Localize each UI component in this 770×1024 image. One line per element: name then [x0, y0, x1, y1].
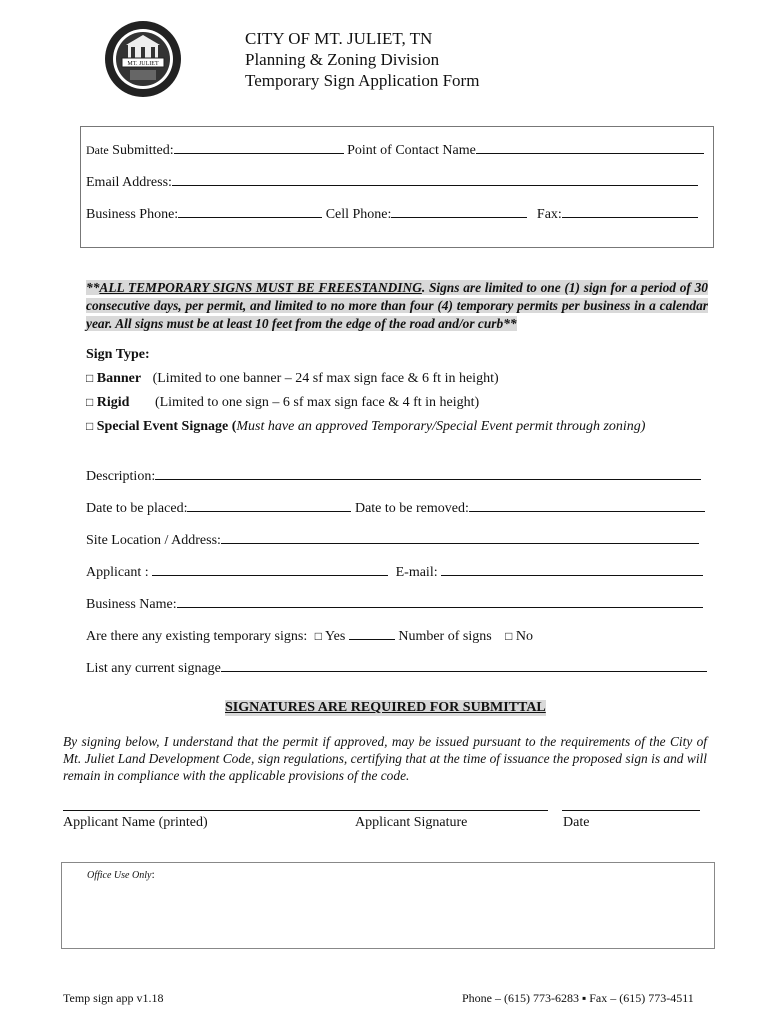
rigid-label: Rigid [96, 395, 130, 410]
applicant-row [86, 564, 703, 581]
signature-statement: By signing below, I understand that the permit if approved, may be issued pursuant to the requirements of the City of Mt. Juliet Land Development Code, sign regulations, certifying that at the time of issuance the proposed sign is and will remain in compliance with the applicable provisions of the code. [63, 734, 707, 783]
poc-field[interactable] [476, 142, 704, 154]
dates-row [86, 500, 705, 517]
business-name-row [86, 596, 703, 613]
fax-field[interactable] [562, 206, 698, 218]
sign-type-heading: Sign Type: [86, 347, 150, 362]
site-location-label: Site Location / Address: [86, 533, 221, 548]
date-signature-line[interactable] [562, 810, 700, 811]
office-use-label: Office Use Only [87, 870, 152, 881]
date-placed-label: Date to be placed: [86, 501, 188, 516]
applicant-email-label: E-mail: [395, 565, 442, 580]
freestanding-notice [86, 279, 708, 333]
business-phone-label: Business Phone: [86, 207, 179, 222]
date-placed-field[interactable] [187, 500, 351, 512]
phone-row [86, 206, 698, 223]
applicant-signature-line[interactable] [63, 810, 548, 811]
applicant-email-field[interactable] [441, 564, 703, 576]
cell-phone-field[interactable] [391, 206, 527, 218]
city-seal-logo [104, 20, 182, 98]
sign-type-special-event[interactable] [86, 419, 645, 435]
signatures-heading: SIGNATURES ARE REQUIRED FOR SUBMITTAL [225, 700, 546, 715]
applicant-field[interactable] [152, 564, 388, 576]
special-event-label: Special Event Signage [96, 419, 229, 434]
office-use-label-row [87, 867, 155, 883]
current-signage-field[interactable] [221, 660, 707, 672]
division-name: Planning & Zoning Division [245, 50, 440, 69]
current-signage-label: List any current signage [86, 661, 221, 676]
site-location-row [86, 532, 699, 549]
rigid-note: (Limited to one sign – 6 sf max sign face & 4 ft in height) [154, 395, 480, 410]
yes-label: Yes [324, 629, 346, 644]
date-submitted-row [86, 142, 704, 159]
date-submitted-prefix: Date [86, 143, 109, 157]
email-field[interactable] [172, 174, 698, 186]
business-name-label: Business Name: [86, 597, 177, 612]
checkbox-yes[interactable]: □ [314, 629, 322, 643]
form-header [245, 28, 479, 91]
notice-underlined: ALL TEMPORARY SIGNS MUST BE FREESTANDING [99, 280, 422, 295]
number-of-signs-label: Number of signs [398, 629, 492, 644]
number-of-signs-field[interactable] [349, 628, 395, 640]
cell-phone-label: Cell Phone: [325, 207, 392, 222]
date-removed-field[interactable] [469, 500, 705, 512]
description-field[interactable] [155, 468, 701, 480]
notice-prefix: ** [86, 280, 100, 295]
description-label: Description: [86, 469, 156, 484]
banner-label: Banner [96, 371, 142, 386]
footer-contact: Phone – (615) 773-6283 ▪ Fax – (615) 773-4511 [462, 991, 694, 1005]
sign-type-rigid[interactable] [86, 395, 479, 411]
fax-label: Fax: [536, 207, 562, 222]
notice-body: . Signs are limited to one (1) sign for a period of 30 consecutive days, per permit, and limited to no more than four (4) temporary permits per business in a calendar year. All signs must be at least 10 feet from the edge of the road and/or curb** [86, 280, 708, 331]
checkbox-special-event[interactable]: □ [86, 419, 94, 433]
special-event-paren: ( [231, 419, 237, 434]
existing-signs-row [86, 628, 533, 645]
checkbox-banner[interactable]: □ [86, 371, 94, 385]
date-removed-label: Date to be removed: [354, 501, 469, 516]
sign-type-banner[interactable] [86, 371, 499, 387]
form-version: Temp sign app v1.18 [63, 991, 164, 1005]
checkbox-rigid[interactable]: □ [86, 395, 94, 409]
date-label: Date [563, 815, 590, 830]
svg-text:MT. JULIET: MT. JULIET [127, 61, 159, 67]
special-event-note: Must have an approved Temporary/Special Event permit through zoning) [236, 419, 646, 434]
office-use-colon: : [151, 867, 155, 881]
description-row [86, 468, 701, 485]
form-title: Temporary Sign Application Form [245, 71, 480, 90]
checkbox-no[interactable]: □ [505, 629, 513, 643]
applicant-name-label: Applicant Name (printed) [63, 815, 208, 830]
no-label: No [515, 629, 534, 644]
email-label: Email Address: [86, 175, 172, 190]
poc-label: Point of Contact Name [347, 143, 476, 158]
office-use-box [61, 862, 715, 949]
applicant-signature-label: Applicant Signature [355, 815, 468, 830]
business-phone-field[interactable] [178, 206, 322, 218]
email-row [86, 174, 698, 191]
site-location-field[interactable] [221, 532, 699, 544]
city-name: CITY OF MT. JULIET, TN [245, 29, 433, 48]
applicant-label: Applicant : [86, 565, 153, 580]
banner-note: (Limited to one banner – 24 sf max sign face & 6 ft in height) [152, 371, 499, 386]
business-name-field[interactable] [177, 596, 703, 608]
date-submitted-field[interactable] [174, 142, 344, 154]
current-signage-row [86, 660, 707, 677]
existing-signs-label: Are there any existing temporary signs: [86, 629, 308, 644]
date-submitted-label: Submitted: [112, 143, 174, 158]
